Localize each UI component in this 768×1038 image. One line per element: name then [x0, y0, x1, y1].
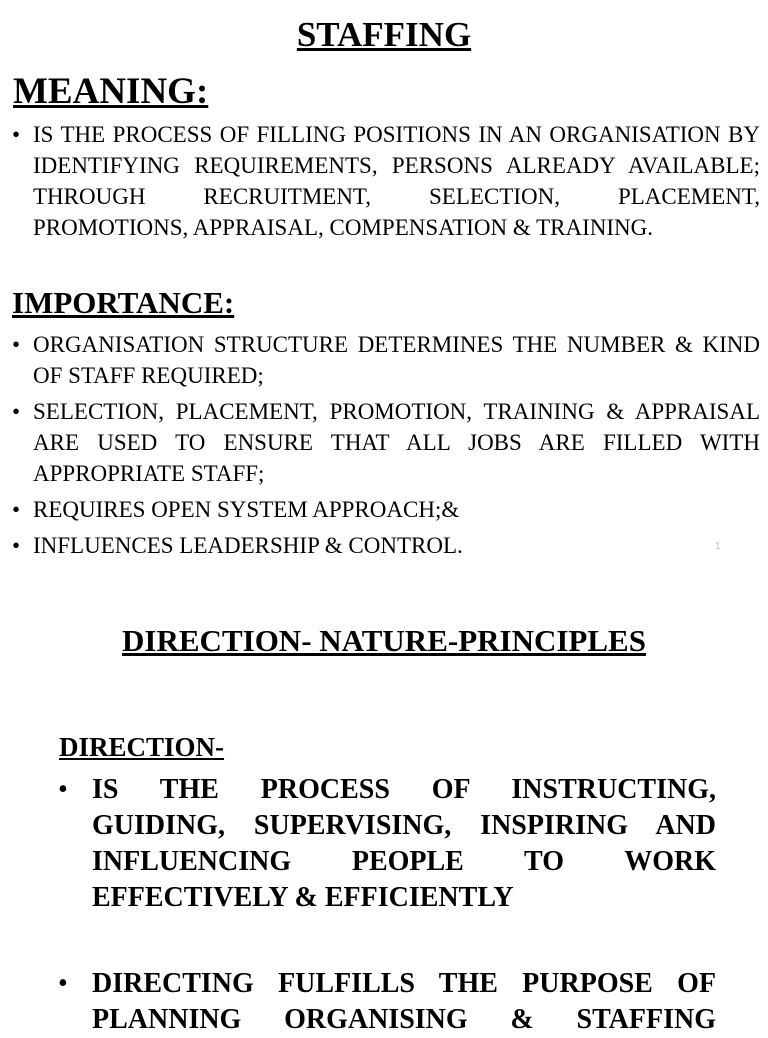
list-item: • INFLUENCES LEADERSHIP & CONTROL.	[12, 530, 760, 561]
footer-page-number: 1	[715, 541, 721, 552]
meaning-list	[12, 119, 760, 243]
list-item: • IS THE PROCESS OF FILLING POSITIONS IN AN ORGANISATION BY IDENTIFYING REQUIREMENTS, PERSONS ALREADY AVAILABLE; THROUGH RECRUITMENT, SELECTION, PLACEMENT, PROMOTIONS, APPRAISAL, COMPENSATION & TRAINING.	[12, 119, 760, 243]
importance-list	[12, 329, 760, 566]
importance-heading: IMPORTANCE:	[12, 285, 235, 320]
list-item: • IS THE PROCESS OF INSTRUCTING, GUIDING, SUPERVISING, INSPIRING AND INFLUENCING PEOPLE TO WORK EFFECTIVELY & EFFICIENTLY	[58, 772, 716, 916]
direction-list	[58, 772, 716, 916]
page-title: STAFFING	[296, 15, 472, 54]
list-item: • DIRECTING FULFILLS THE PURPOSE OF PLANNING ORGANISING & STAFFING	[58, 966, 716, 1038]
direction-list-2	[58, 966, 716, 1038]
list-item: • SELECTION, PLACEMENT, PROMOTION, TRAINING & APPRAISAL ARE USED TO ENSURE THAT ALL JOBS ARE FILLED WITH APPROPRIATE STAFF;	[12, 396, 760, 489]
section-title: DIRECTION- NATURE-PRINCIPLES	[122, 623, 646, 658]
list-item: • ORGANISATION STRUCTURE DETERMINES THE NUMBER & KIND OF STAFF REQUIRED;	[12, 329, 760, 391]
direction-subheading: DIRECTION-	[59, 732, 225, 762]
list-item: • REQUIRES OPEN SYSTEM APPROACH;&	[12, 494, 760, 525]
meaning-heading: MEANING:	[13, 71, 209, 112]
